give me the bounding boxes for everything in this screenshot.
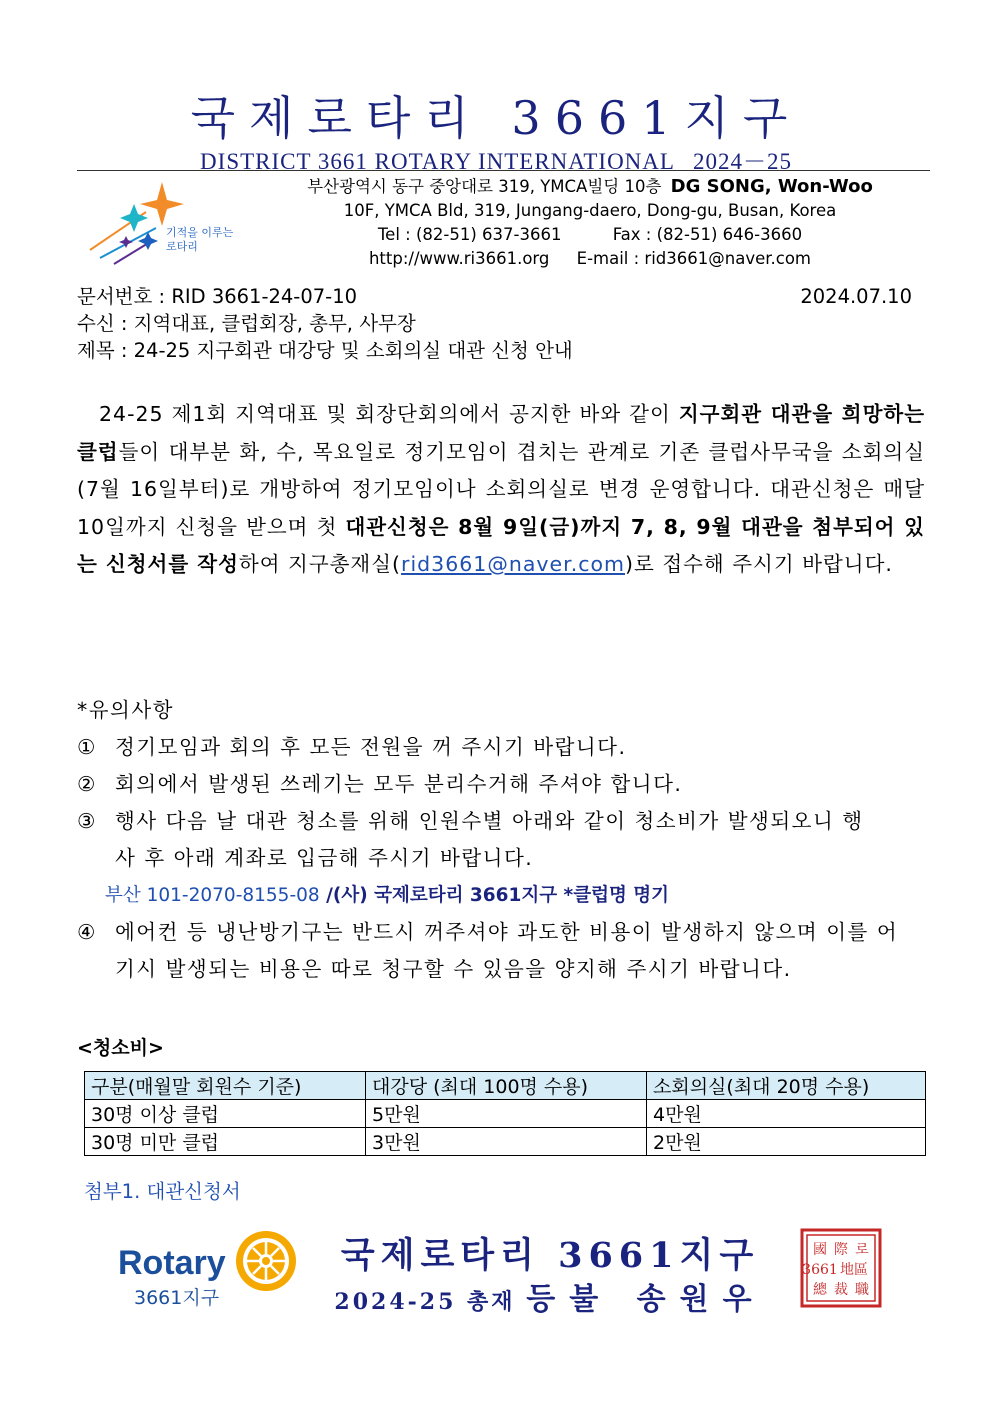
miracle-rotary-logo [86, 180, 246, 272]
table-row [85, 1100, 926, 1128]
note-text: 회의에서 발생된 쓰레기는 모두 분리수거해 주셔야 합니다. [115, 772, 683, 796]
svg-text:職: 職 [855, 1282, 869, 1298]
table-cell: 5만원 [366, 1100, 647, 1128]
address-korean-line [270, 175, 910, 199]
note-text: 정기모임과 회의 후 모든 전원을 꺼 주시기 바랍니다. [115, 735, 627, 759]
svg-text:3661: 3661 [802, 1262, 838, 1278]
phone-fax-line [270, 223, 910, 247]
note-number: ③ [77, 809, 97, 833]
table-row [85, 1128, 926, 1156]
body-text-3: 하여 지구총재실( [238, 552, 402, 576]
star-logo-icon [86, 180, 246, 272]
svg-text:裁: 裁 [834, 1282, 848, 1298]
note-number: ② [77, 772, 97, 796]
official-seal [800, 1228, 882, 1308]
seal-stamp-icon [800, 1228, 882, 1308]
title-english-text: DISTRICT 3661 ROTARY INTERNATIONAL [200, 149, 675, 174]
document-date: 2024.07.10 [800, 285, 912, 308]
signature-line [330, 1274, 770, 1318]
body-bold-1: 지구회관 대관을 희망하는 클럽 [77, 402, 926, 464]
bank-account-holder: /(사) 국제로타리 3661지구 *클럽명 명기 [319, 885, 670, 906]
website-link[interactable]: http://www.ri3661.org [368, 249, 550, 268]
recipients: 수신 : 지역대표, 클럽회장, 총무, 사무장 [77, 312, 416, 335]
cleaning-fee-table [84, 1071, 926, 1156]
rotary-wheel-logo-icon [118, 1228, 308, 1318]
fax: Fax : (82-51) 646-3660 [612, 225, 803, 244]
header-divider [77, 170, 930, 171]
bank-account-number: 부산 101-2070-8155-08 [105, 885, 320, 906]
telephone: Tel : (82-51) 637-3661 [377, 225, 562, 244]
note-number: ① [77, 735, 97, 759]
email-link-body[interactable]: rid3661@naver.com [401, 552, 625, 576]
svg-text:國: 國 [813, 1242, 827, 1258]
body-paragraph [77, 396, 925, 584]
svg-text:로: 로 [855, 1242, 869, 1258]
cleaning-fee-label: <청소비> [77, 1037, 164, 1059]
body-text-4: )로 접수해 주시기 바랍니다. [625, 552, 893, 576]
web-email-line [270, 247, 910, 271]
table-header-cell: 대강당 (최대 100명 수용) [366, 1072, 647, 1100]
rotary-district: 3661지구 [134, 1287, 220, 1309]
signature-role: 2024-25 총재 [334, 1289, 527, 1315]
note-item [77, 766, 925, 803]
body-bold-2: 대관신청은 8월 9일(금)까지 7, 8, 9월 대관을 첨부되어 있는 신청서를 작성 [77, 514, 925, 576]
signature-name: 등불 송원우 [526, 1282, 766, 1317]
title-year: 2024－25 [692, 149, 792, 174]
svg-text:地區: 地區 [840, 1262, 868, 1278]
table-header-cell: 구분(매월말 회원수 기준) [85, 1072, 366, 1100]
table-cell: 3만원 [366, 1128, 647, 1156]
table-cell: 2만원 [647, 1128, 926, 1156]
contact-block [270, 175, 910, 271]
subject: 제목 : 24-25 지구회관 대강당 및 소회의실 대관 신청 안내 [77, 339, 573, 362]
note-item [77, 803, 925, 877]
table-header-row [85, 1072, 926, 1100]
signature-title: 국제로타리 3661지구 [340, 1235, 760, 1276]
address-korean: 부산광역시 동구 중앙대로 319, YMCA빌딩 10층 [307, 177, 662, 196]
document-number: 문서번호 : RID 3661-24-07-10 [77, 285, 358, 308]
address-english: 10F, YMCA Bld, 319, Jungang-daero, Dong-gu, Busan, Korea [343, 201, 837, 220]
document-meta [77, 283, 912, 364]
note-number: ④ [77, 920, 97, 944]
logo-text-line2: 로타리 [166, 240, 198, 253]
svg-text:際: 際 [834, 1242, 848, 1258]
note-text: 행사 다음 날 대관 청소를 위해 인원수별 아래와 같이 청소비가 발생되오니 행사 후 아래 계좌로 입금해 주시기 바랍니다. [115, 809, 864, 870]
email-link[interactable]: E-mail : rid3661@naver.com [576, 249, 812, 268]
note-item [77, 729, 925, 766]
table-cell: 4만원 [647, 1100, 926, 1128]
notes-heading: *유의사항 [77, 698, 174, 722]
note-text: 에어컨 등 냉난방기구는 반드시 꺼주셔야 과도한 비용이 발생하지 않으며 이를 어기시 발생되는 비용은 따로 청구할 수 있음을 양지해 주시기 바랍니다. [115, 920, 899, 981]
table-cell: 30명 미만 클럽 [85, 1128, 366, 1156]
body-text-1: 24-25 제1회 지역대표 및 회장단회의에서 공지한 바와 같이 [99, 402, 679, 426]
note-item [77, 914, 925, 988]
svg-text:總: 總 [813, 1282, 827, 1298]
letterhead-title-english [0, 143, 992, 176]
bank-account-line [77, 877, 925, 914]
table-cell: 30명 이상 클럽 [85, 1100, 366, 1128]
notes-section [77, 692, 925, 988]
table-header-cell: 소회의실(최대 20명 수용) [647, 1072, 926, 1100]
rotary-logo [118, 1228, 308, 1318]
attachment-note: 첨부1. 대관신청서 [84, 1180, 241, 1203]
letterhead-title-korean: 국제로타리 3661지구 [190, 91, 802, 145]
governor-name: DG SONG, Won-Woo [670, 176, 873, 197]
rotary-word: Rotary [118, 1244, 226, 1282]
body-text-2: 들이 대부분 화, 수, 목요일로 정기모임이 겹치는 관계로 기존 클럽사무국을 소회의실(7월 16일부터)로 개방하여 정기모임이나 소회의실로 변경 운영합니다. 대관신청은 매달 10일까지 신청을 받으며 첫 [77, 439, 925, 539]
logo-text-line1: 기적을 이루는 [166, 226, 234, 239]
